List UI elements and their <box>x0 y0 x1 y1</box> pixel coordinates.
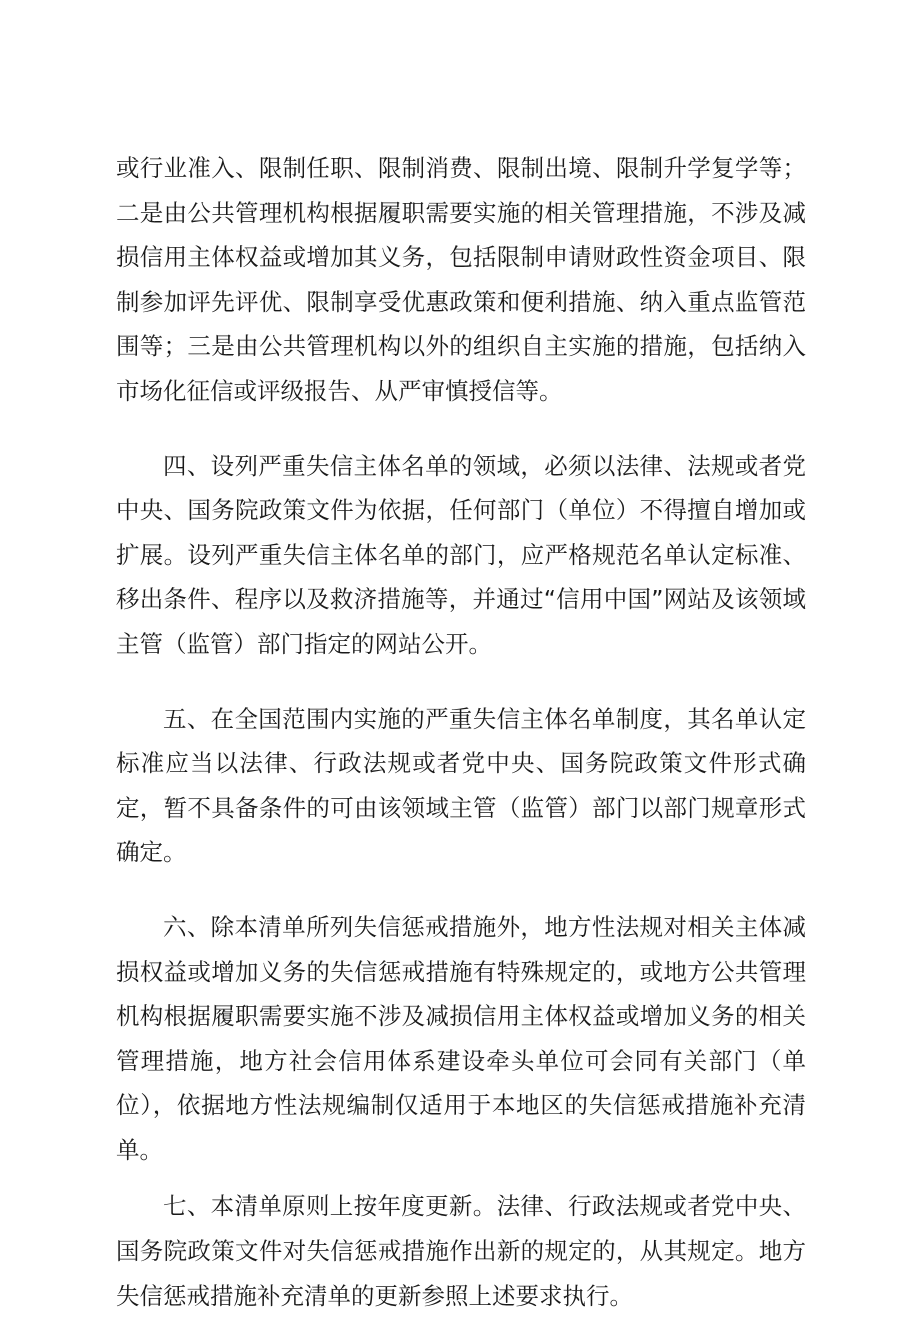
paragraph-item-6: 六、除本清单所列失信惩戒措施外，地方性法规对相关主体减损权益或增加义务的失信惩戒措施有特殊规定的，或地方公共管理机构根据履职需要实施不涉及减损信用主体权益或增加义务的相关管理措施，地方社会信用体系建设牵头单位可会同有关部门（单位），依据地方性法规编制仅适用于本地区的失信惩戒措施补充清单。 <box>116 912 806 1164</box>
paragraph-item-5: 五、在全国范围内实施的严重失信主体名单制度，其名单认定标准应当以法律、行政法规或者党中央、国务院政策文件形式确定，暂不具备条件的可由该领域主管（监管）部门以部门规章形式确定。 <box>116 704 806 867</box>
paragraph-item-7: 七、本清单原则上按年度更新。法律、行政法规或者党中央、国务院政策文件对失信惩戒措施作出新的规定的，从其规定。地方失信惩戒措施补充清单的更新参照上述要求执行。 <box>116 1192 806 1310</box>
paragraph-item-4: 四、设列严重失信主体名单的领域，必须以法律、法规或者党中央、国务院政策文件为依据，任何部门（单位）不得擅自增加或扩展。设列严重失信主体名单的部门，应严格规范名单认定标准、移出条件、程序以及救济措施等，并通过“信用中国”网站及该领域主管（监管）部门指定的网站公开。 <box>116 451 806 658</box>
document-body <box>116 146 806 1318</box>
paragraph-continuation: 或行业准入、限制任职、限制消费、限制出境、限制升学复学等；二是由公共管理机构根据履职需要实施的相关管理措施，不涉及减损信用主体权益或增加其义务，包括限制申请财政性资金项目、限制参加评先评优、限制享受优惠政策和便利措施、纳入重点监管范围等；三是由公共管理机构以外的组织自主实施的措施，包括纳入市场化征信或评级报告、从严审慎授信等。 <box>116 154 806 405</box>
